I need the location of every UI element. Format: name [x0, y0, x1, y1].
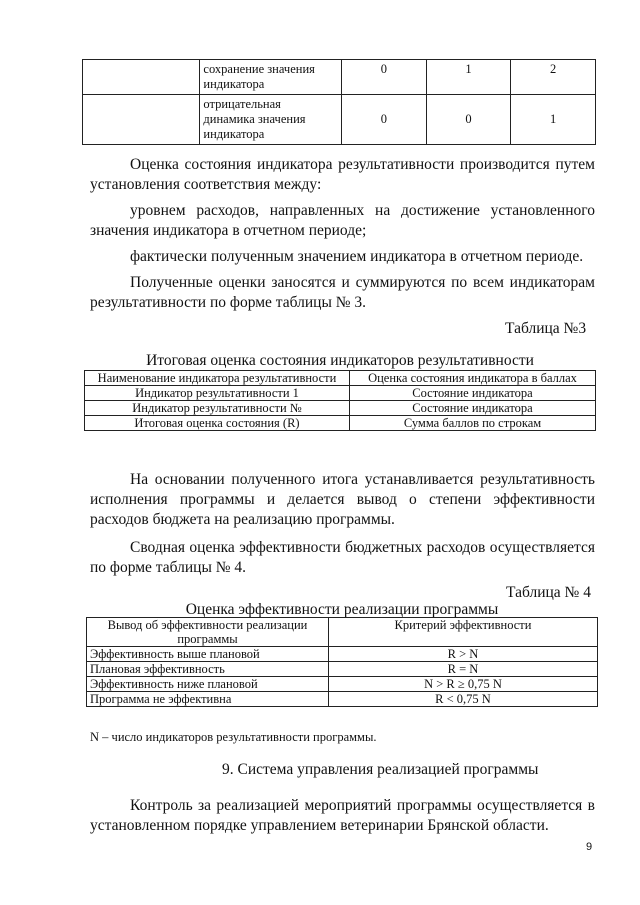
table-cell: Состояние индикатора — [350, 386, 596, 401]
table-row — [85, 416, 596, 431]
table-cell: R = N — [329, 662, 598, 677]
table-cell: R < 0,75 N — [329, 692, 598, 707]
table-cell-value: 1 — [511, 95, 596, 145]
table-cell: Эффективность ниже плановой — [87, 677, 329, 692]
table-header-cell: Наименование индикатора результативности — [85, 371, 350, 386]
paragraph: На основании полученного итога устанавливается результативность исполнения программы и делается вывод о степени эффективности расходов бюджета на реализацию программы. — [90, 471, 595, 528]
paragraph: Контроль за реализацией мероприятий программы осуществляется в установленном порядке управлением ветеринарии Брянской области. — [90, 797, 595, 834]
cell-text-line: отрицательная — [203, 97, 281, 111]
table-cell-value: 0 — [342, 95, 427, 145]
table-header-row — [87, 618, 598, 647]
paragraph: фактически полученным значением индикатора в отчетном периоде. — [130, 248, 584, 265]
table-title: Итоговая оценка состояния индикаторов результативности — [146, 352, 534, 369]
table-cell: Состояние индикатора — [350, 401, 596, 416]
paragraph: уровнем расходов, направленных на достижение установленного значения индикатора в отчетном периоде; — [90, 202, 595, 239]
table-caption: Таблица № 4 — [506, 584, 591, 601]
table-row — [85, 401, 596, 416]
summary-indicator-table — [84, 370, 596, 431]
paragraph: Оценка состояния индикатора результативности производится путем установления соответствия между: — [90, 156, 595, 193]
table-cell: Программа не эффективна — [87, 692, 329, 707]
cell-text-line — [203, 62, 338, 77]
table-cell: Итоговая оценка состояния (R) — [85, 416, 350, 431]
table-cell-empty — [83, 95, 200, 145]
table-row — [87, 677, 598, 692]
table-cell: Индикатор результативности 1 — [85, 386, 350, 401]
table-cell-label — [200, 95, 342, 145]
table-cell-label — [200, 60, 342, 95]
table-title: Оценка эффективности реализации программы — [185, 601, 499, 618]
table-header-cell: Оценка состояния индикатора в баллах — [350, 371, 596, 386]
table-row — [83, 95, 596, 145]
cell-text-line: динамика значения — [203, 112, 306, 126]
table-cell-value: 0 — [342, 60, 427, 95]
table-cell: R > N — [329, 647, 598, 662]
table-cell: Сумма баллов по строкам — [350, 416, 596, 431]
table-cell: Плановая эффективность — [87, 662, 329, 677]
table-row — [87, 647, 598, 662]
table-header-cell: Критерий эффективности — [329, 618, 598, 647]
section-heading: 9. Система управления реализацией программы — [222, 761, 539, 778]
table-cell: N > R ≥ 0,75 N — [329, 677, 598, 692]
paragraph: Полученные оценки заносятся и суммируются по всем индикаторам результативности по форме таблицы № 3. — [90, 274, 595, 311]
table-row — [83, 60, 596, 95]
indicator-table-continued — [82, 59, 596, 145]
table-row — [87, 692, 598, 707]
table-note: N – число индикаторов результативности программы. — [90, 730, 377, 744]
cell-text-line: индикатора — [203, 127, 265, 141]
cell-word: сохранение значения — [203, 62, 315, 76]
table-header-row — [85, 371, 596, 386]
table-cell: Эффективность выше плановой — [87, 647, 329, 662]
table-row — [87, 662, 598, 677]
efficiency-table — [86, 617, 598, 707]
table-caption: Таблица №3 — [505, 320, 587, 337]
page-number: 9 — [586, 841, 593, 853]
table-cell: Индикатор результативности № — [85, 401, 350, 416]
table-cell-value: 0 — [426, 95, 511, 145]
paragraph: Сводная оценка эффективности бюджетных расходов осуществляется по форме таблицы № 4. — [90, 539, 595, 576]
table-row — [85, 386, 596, 401]
cell-text-line: индикатора — [203, 77, 265, 91]
table-cell-value: 1 — [426, 60, 511, 95]
table-cell-empty — [83, 60, 200, 95]
table-header-cell: Вывод об эффективности реализации программы — [87, 618, 329, 647]
table-cell-value: 2 — [511, 60, 596, 95]
